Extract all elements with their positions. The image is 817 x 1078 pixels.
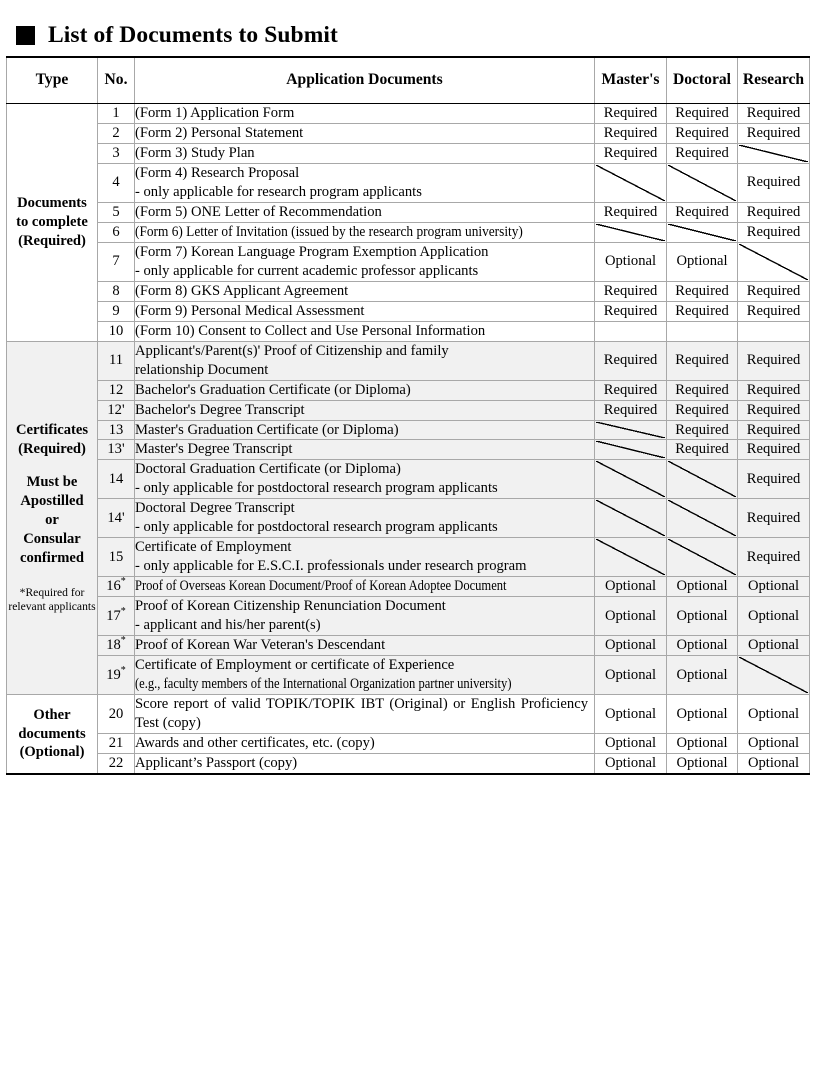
table-row <box>7 104 810 124</box>
document-description-line: Certificate of Employment or certificate of Experience <box>135 657 455 674</box>
table-row <box>7 420 810 440</box>
document-description <box>135 636 595 656</box>
cell-research: Optional <box>738 695 810 734</box>
cell-masters: Required <box>595 301 667 321</box>
table-row <box>7 222 810 242</box>
condensed-text: (e.g., faculty members of the International Organization partner university) <box>135 676 512 693</box>
cell-masters: Optional <box>595 753 667 773</box>
document-description <box>135 143 595 163</box>
type-label-line: (Required) <box>18 440 86 457</box>
table-row <box>7 242 810 281</box>
cell-masters: Optional <box>595 242 667 281</box>
table-row <box>7 123 810 143</box>
document-description <box>135 753 595 773</box>
row-number: 14' <box>98 499 135 538</box>
type-label-line: documents <box>18 725 86 742</box>
cell-masters: Optional <box>595 577 667 597</box>
document-description <box>135 577 595 597</box>
cell-doctoral: Required <box>667 301 738 321</box>
cell-masters-not-applicable <box>595 163 667 202</box>
type-label-line: Consular <box>23 530 81 547</box>
condensed-text: Proof of Overseas Korean Document/Proof of Korean Adoptee Document <box>135 578 507 595</box>
asterisk-marker: * <box>120 576 126 588</box>
table-row <box>7 460 810 499</box>
table-header-row <box>7 57 810 104</box>
cell-masters-not-applicable <box>595 440 667 460</box>
type-label-line: Documents <box>17 194 87 211</box>
cell-doctoral: Optional <box>667 597 738 636</box>
row-number: 13 <box>98 420 135 440</box>
cell-doctoral <box>667 321 738 341</box>
cell-masters-not-applicable <box>595 499 667 538</box>
cell-masters: Optional <box>595 695 667 734</box>
document-description-line: Applicant's/Parent(s)' Proof of Citizenship and family <box>135 342 449 359</box>
document-description-line: (Form 10) Consent to Collect and Use Personal Information <box>135 322 486 339</box>
row-number: 22 <box>98 753 135 773</box>
cell-research-not-applicable <box>738 656 810 695</box>
cell-research: Required <box>738 380 810 400</box>
table-row <box>7 281 810 301</box>
document-description <box>135 104 595 124</box>
document-description-line: Doctoral Degree Transcript <box>135 500 295 517</box>
row-number: 12 <box>98 380 135 400</box>
row-number: 19* <box>98 656 135 695</box>
document-description-line: Proof of Korean War Veteran's Descendant <box>135 637 386 654</box>
document-description-line: Doctoral Graduation Certificate (or Diploma) <box>135 461 401 478</box>
table-row <box>7 597 810 636</box>
row-number: 14 <box>98 460 135 499</box>
document-description <box>135 163 595 202</box>
document-description-line: relationship Document <box>135 361 269 378</box>
row-number: 6 <box>98 222 135 242</box>
cell-doctoral: Required <box>667 420 738 440</box>
table-row <box>7 301 810 321</box>
cell-research: Required <box>738 400 810 420</box>
table-row <box>7 321 810 341</box>
document-description-line <box>135 675 594 694</box>
row-number: 21 <box>98 734 135 754</box>
cell-masters: Required <box>595 143 667 163</box>
document-description-line: (Form 5) ONE Letter of Recommendation <box>135 203 382 220</box>
row-number: 20 <box>98 695 135 734</box>
type-label-line: (Optional) <box>19 744 85 761</box>
cell-research: Required <box>738 123 810 143</box>
table-row <box>7 143 810 163</box>
row-number: 18* <box>98 636 135 656</box>
cell-masters: Required <box>595 281 667 301</box>
cell-doctoral-not-applicable <box>667 499 738 538</box>
document-description-line: Master's Graduation Certificate (or Diploma) <box>135 421 399 438</box>
table-row <box>7 538 810 577</box>
cell-doctoral: Required <box>667 281 738 301</box>
document-description-line: - applicant and his/her parent(s) <box>135 617 321 634</box>
document-description <box>135 321 595 341</box>
cell-masters: Optional <box>595 734 667 754</box>
cell-research: Required <box>738 440 810 460</box>
document-description <box>135 420 595 440</box>
document-description-line: Applicant’s Passport (copy) <box>135 754 298 771</box>
cell-masters: Required <box>595 400 667 420</box>
document-description <box>135 695 595 734</box>
row-group-type-2 <box>7 341 98 694</box>
cell-doctoral: Optional <box>667 656 738 695</box>
cell-doctoral-not-applicable <box>667 163 738 202</box>
cell-research: Required <box>738 301 810 321</box>
page-title <box>0 0 817 56</box>
cell-research: Optional <box>738 597 810 636</box>
document-description <box>135 538 595 577</box>
document-description <box>135 242 595 281</box>
document-description <box>135 460 595 499</box>
type-label-line: to complete <box>16 213 88 230</box>
table-row <box>7 202 810 222</box>
documents-table-wrapper <box>0 56 817 775</box>
condensed-text: (Form 6) Letter of Invitation (issued by the research program university) <box>135 223 523 240</box>
row-number: 13' <box>98 440 135 460</box>
document-description-line: (Form 3) Study Plan <box>135 144 255 161</box>
cell-research: Optional <box>738 734 810 754</box>
column-header-documents: Application Documents <box>135 57 595 104</box>
cell-doctoral-not-applicable <box>667 222 738 242</box>
cell-research: Required <box>738 499 810 538</box>
cell-research: Optional <box>738 753 810 773</box>
row-group-type-1 <box>7 104 98 342</box>
column-header-masters: Master's <box>595 57 667 104</box>
cell-masters: Required <box>595 380 667 400</box>
cell-doctoral: Optional <box>667 734 738 754</box>
table-row <box>7 577 810 597</box>
cell-doctoral: Optional <box>667 753 738 773</box>
table-body <box>7 104 810 774</box>
cell-research: Required <box>738 104 810 124</box>
type-label-line: confirmed <box>19 549 85 566</box>
type-label-line: Certificates <box>15 421 89 438</box>
document-description-line <box>135 577 594 596</box>
document-description-line: - only applicable for research program applicants <box>135 183 422 200</box>
cell-masters: Required <box>595 341 667 380</box>
row-number: 4 <box>98 163 135 202</box>
cell-doctoral: Required <box>667 341 738 380</box>
cell-doctoral: Optional <box>667 577 738 597</box>
cell-masters <box>595 321 667 341</box>
table-row <box>7 380 810 400</box>
document-description-line: Certificate of Employment <box>135 539 292 556</box>
asterisk-marker: * <box>120 605 126 617</box>
row-number: 2 <box>98 123 135 143</box>
document-description <box>135 222 595 242</box>
document-description-line: Bachelor's Degree Transcript <box>135 401 305 418</box>
documents-table <box>6 56 810 775</box>
document-description-line: Score report of valid TOPIK/TOPIK IBT (Original) or English Proficiency Test (copy) <box>135 696 588 732</box>
document-description <box>135 597 595 636</box>
document-description-line: - only applicable for postdoctoral research program applicants <box>135 480 498 497</box>
document-description <box>135 202 595 222</box>
document-description-line: (Form 8) GKS Applicant Agreement <box>135 282 349 299</box>
document-description-line: - only applicable for postdoctoral research program applicants <box>135 519 498 536</box>
cell-masters-not-applicable <box>595 460 667 499</box>
document-description-line: Awards and other certificates, etc. (copy) <box>135 735 375 751</box>
document-description-line: (Form 2) Personal Statement <box>135 124 304 141</box>
cell-research: Required <box>738 420 810 440</box>
row-number: 15 <box>98 538 135 577</box>
table-row <box>7 163 810 202</box>
row-group-type-3 <box>7 695 98 774</box>
document-description-line: - only applicable for current academic professor applicants <box>135 262 479 279</box>
cell-masters: Optional <box>595 636 667 656</box>
cell-research: Required <box>738 202 810 222</box>
document-description-line: (Form 9) Personal Medical Assessment <box>135 302 365 319</box>
table-row <box>7 656 810 695</box>
cell-doctoral-not-applicable <box>667 460 738 499</box>
cell-doctoral: Required <box>667 202 738 222</box>
cell-research: Required <box>738 341 810 380</box>
row-number: 7 <box>98 242 135 281</box>
cell-doctoral: Required <box>667 123 738 143</box>
cell-research: Required <box>738 460 810 499</box>
document-description <box>135 734 595 754</box>
document-description <box>135 656 595 695</box>
cell-doctoral: Required <box>667 143 738 163</box>
row-number: 16* <box>98 577 135 597</box>
cell-research: Required <box>738 163 810 202</box>
document-description-line: - only applicable for E.S.C.I. professionals under research program <box>135 558 527 575</box>
document-description-line: (Form 1) Application Form <box>135 105 295 121</box>
page-title-text: List of Documents to Submit <box>48 21 338 48</box>
cell-masters: Optional <box>595 597 667 636</box>
document-description-line <box>135 223 594 242</box>
cell-research: Required <box>738 281 810 301</box>
document-description-line: (Form 7) Korean Language Program Exemption Application <box>135 243 489 260</box>
row-number: 5 <box>98 202 135 222</box>
table-row <box>7 440 810 460</box>
spacer <box>7 459 97 473</box>
table-row <box>7 499 810 538</box>
type-label-line: or <box>45 511 59 528</box>
document-description <box>135 123 595 143</box>
table-row <box>7 695 810 734</box>
type-label-line: Other <box>33 706 71 723</box>
cell-doctoral: Optional <box>667 636 738 656</box>
column-header-doctoral: Doctoral <box>667 57 738 104</box>
document-description <box>135 281 595 301</box>
row-number: 1 <box>98 104 135 124</box>
cell-doctoral-not-applicable <box>667 538 738 577</box>
cell-doctoral: Optional <box>667 242 738 281</box>
cell-doctoral: Optional <box>667 695 738 734</box>
cell-masters-not-applicable <box>595 222 667 242</box>
row-number: 17* <box>98 597 135 636</box>
row-number: 3 <box>98 143 135 163</box>
table-row <box>7 400 810 420</box>
document-description <box>135 400 595 420</box>
cell-research-not-applicable <box>738 143 810 163</box>
table-row <box>7 341 810 380</box>
cell-doctoral: Required <box>667 400 738 420</box>
type-label-line: Apostilled <box>20 492 84 509</box>
document-description-line: Proof of Korean Citizenship Renunciation Document <box>135 598 446 615</box>
column-header-no: No. <box>98 57 135 104</box>
row-number: 12' <box>98 400 135 420</box>
document-description-line: (Form 4) Research Proposal <box>135 164 300 181</box>
row-number: 9 <box>98 301 135 321</box>
cell-research <box>738 321 810 341</box>
cell-research-not-applicable <box>738 242 810 281</box>
row-number: 10 <box>98 321 135 341</box>
cell-research: Optional <box>738 636 810 656</box>
table-row <box>7 734 810 754</box>
type-label-line: Must be <box>26 473 78 490</box>
cell-research: Required <box>738 222 810 242</box>
document-description <box>135 380 595 400</box>
asterisk-marker: * <box>120 664 126 676</box>
cell-masters: Required <box>595 123 667 143</box>
cell-doctoral: Required <box>667 440 738 460</box>
table-row <box>7 636 810 656</box>
asterisk-marker: * <box>120 635 126 647</box>
cell-masters-not-applicable <box>595 420 667 440</box>
type-note: *Required for relevant applicants <box>8 585 96 614</box>
cell-masters: Required <box>595 202 667 222</box>
type-label-line: (Required) <box>18 232 86 249</box>
row-number: 11 <box>98 341 135 380</box>
document-description <box>135 301 595 321</box>
table-row <box>7 753 810 773</box>
column-header-research: Research <box>738 57 810 104</box>
row-number: 8 <box>98 281 135 301</box>
document-description <box>135 499 595 538</box>
document-description-line: Bachelor's Graduation Certificate (or Diploma) <box>135 381 411 398</box>
cell-masters-not-applicable <box>595 538 667 577</box>
cell-masters: Required <box>595 104 667 124</box>
cell-doctoral: Required <box>667 104 738 124</box>
cell-research: Required <box>738 538 810 577</box>
filled-square-bullet-icon <box>16 26 35 45</box>
cell-masters: Optional <box>595 656 667 695</box>
cell-doctoral: Required <box>667 380 738 400</box>
cell-research: Optional <box>738 577 810 597</box>
table-header <box>7 57 810 104</box>
column-header-type: Type <box>7 57 98 104</box>
document-description <box>135 341 595 380</box>
document-description-line: Master's Degree Transcript <box>135 441 293 458</box>
document-description <box>135 440 595 460</box>
